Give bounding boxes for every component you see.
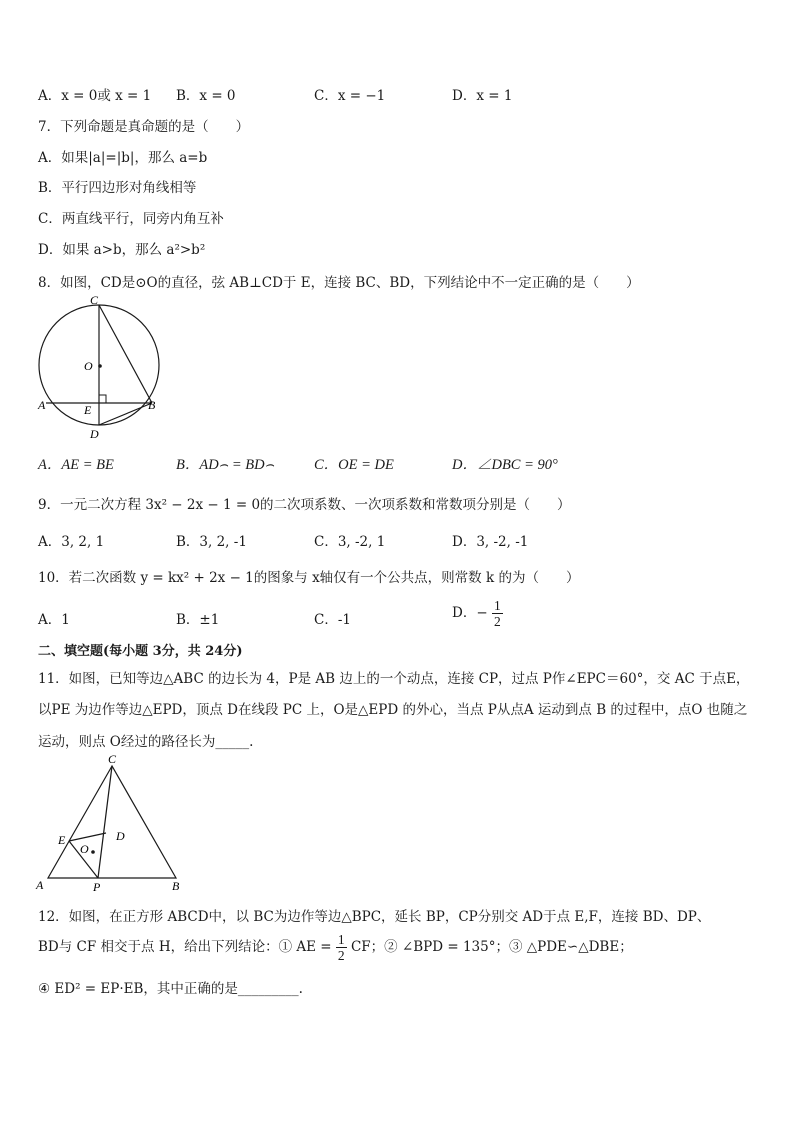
q8-label-c: C <box>90 293 99 307</box>
q11-label-p: P <box>93 880 101 894</box>
q8-label-d: D <box>90 427 99 441</box>
q11-label-e: E <box>58 833 66 847</box>
q6-option-a: A．x = 0或 x = 1 <box>38 88 152 104</box>
q10-option-d-label: D．− <box>452 605 488 621</box>
q11-triangle-figure <box>34 752 194 894</box>
q7-stem: 7．下列命题是真命题的是（ ） <box>38 119 250 135</box>
q10-frac-den: 2 <box>493 614 501 629</box>
q12-line-2 <box>38 932 633 963</box>
section-2-heading: 二、填空题(每小题 3分，共 24分) <box>38 644 243 659</box>
q11-line-1: 11．如图，已知等边△ABC 的边长为 4，P是 AB 边上的一个动点，连接 CP，过点 P作∠EPC＝60°，交 AC 于点E， <box>38 671 750 687</box>
q11-label-c: C <box>108 752 117 766</box>
q9-option-c: C．3, -2, 1 <box>314 534 386 550</box>
q9-option-b: B．3, 2, -1 <box>176 534 247 550</box>
q8-label-a: A <box>38 398 46 412</box>
q6-option-d: D．x = 1 <box>452 88 513 104</box>
q6-option-b: B．x = 0 <box>176 88 236 104</box>
q12-line-3: ④ ED² = EP·EB，其中正确的是_________. <box>38 981 303 997</box>
q11-label-b: B <box>172 879 180 893</box>
q10-stem: 10．若二次函数 y = kx² + 2x − 1的图象与 x轴仅有一个公共点，则常数 k 的为（ ） <box>38 570 580 586</box>
q7-option-b: B．平行四边形对角线相等 <box>38 180 197 196</box>
q6-option-c: C．x = −1 <box>314 88 386 104</box>
q8-stem: 8．如图，CD是⊙O的直径，弦 AB⊥CD于 E，连接 BC、BD，下列结论中不一定正确的是（ ） <box>38 275 640 291</box>
q11-label-a: A <box>36 878 44 892</box>
q10-option-d <box>452 598 503 629</box>
q7-option-d: D．如果 a>b，那么 a²>b² <box>38 242 206 258</box>
q9-option-a: A．3, 2, 1 <box>38 534 105 550</box>
q12-fraction <box>336 932 347 963</box>
q8-label-b: B <box>148 398 156 412</box>
q11-label-o: O <box>80 842 89 856</box>
q12-line-2-part-b: CF；② ∠BPD = 135°；③ △PDE∽△DBE； <box>350 939 633 955</box>
q8-circle-figure <box>36 292 166 442</box>
q9-option-d: D．3, -2, -1 <box>452 534 529 550</box>
q8-option-b: B．AD⌢ = BD⌢ <box>176 457 275 473</box>
q10-option-c: C．-1 <box>314 612 351 628</box>
q12-frac-num: 1 <box>337 932 345 947</box>
q8-label-o: O <box>84 359 93 373</box>
q8-label-e: E <box>84 403 92 417</box>
q12-line-1: 12．如图，在正方形 ABCD中，以 BC为边作等边△BPC，延长 BP，CP分别交 AD于点 E,F，连接 BD、DP、 <box>38 909 711 925</box>
q11-label-d: D <box>116 829 125 843</box>
q10-option-b: B．±1 <box>176 612 220 628</box>
q7-option-a: A．如果|a|=|b|，那么 a=b <box>38 150 208 166</box>
q11-line-2: 以PE 为边作等边△EPD，顶点 D在线段 PC 上，O是△EPD 的外心，当点 P从点A 运动到点 B 的过程中，点O 也随之 <box>38 702 748 718</box>
q8-option-a: A．AE = BE <box>38 457 114 473</box>
q10-option-a: A．1 <box>38 612 70 628</box>
q7-option-c: C．两直线平行，同旁内角互补 <box>38 211 224 227</box>
q8-option-d: D．∠DBC = 90° <box>452 457 558 473</box>
q11-line-3: 运动，则点 O经过的路径长为_____. <box>38 734 254 750</box>
q12-line-2-part-a: BD与 CF 相交于点 H，给出下列结论：① AE = <box>38 939 332 955</box>
q10-option-d-fraction <box>492 598 503 629</box>
q8-option-c: C．OE = DE <box>314 457 394 473</box>
q12-frac-den: 2 <box>337 948 345 963</box>
q9-stem: 9．一元二次方程 3x² − 2x − 1 = 0的二次项系数、一次项系数和常数项分别是（ ） <box>38 497 571 513</box>
q10-frac-num: 1 <box>493 598 501 613</box>
